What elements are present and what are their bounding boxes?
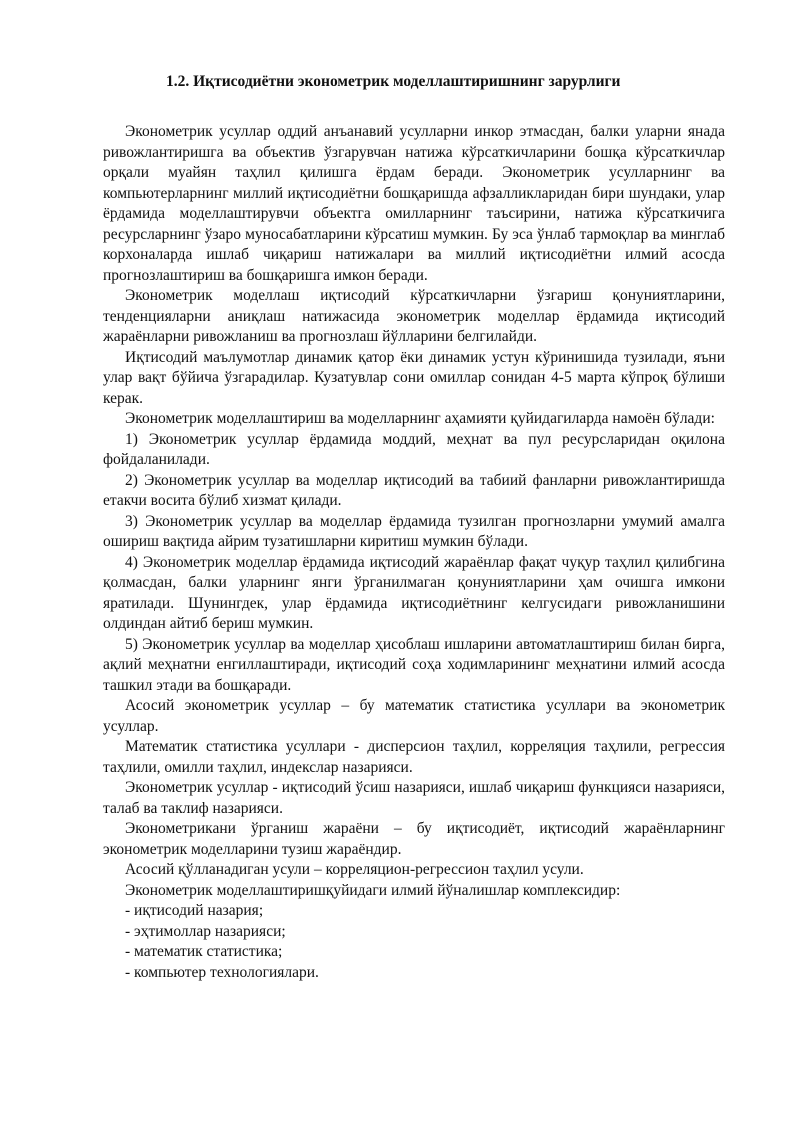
numbered-item-2: 2) Эконометрик усуллар ва моделлар иқтисодий ва табиий фанларни ривожлантиришда етакчи восита бўлиб хизмат қилади. [103,471,725,509]
list-item: - иқтисодий назария; [125,902,264,919]
paragraph-data: Иқтисодий маълумотлар динамик қатор ёки динамик устун кўринишида тузилади, яъни улар вақт бўйича ўзгарадилар. Кузатувлар сони омиллар сонидан 4-5 марта кўпроқ бўлиши керак. [103,348,725,407]
numbered-item-1: 1) Эконометрик усуллар ёрдамида моддий, меҳнат ва пул ресурсларидан оқилона фойдаланилади. [103,430,725,468]
numbered-item-5: 5) Эконометрик усуллар ва моделлар ҳисоблаш ишларини автоматлаштириш билан бирга, ақлий меҳнатни енгиллаштиради, иқтисодий соҳа ходимларининг меҳнатини илмий асосда ташкил этади ва бошқаради. [103,635,725,694]
list-item: - математик статистика; [125,943,283,960]
paragraph-study-process: Эконометрикани ўрганиш жараёни – бу иқтисодиёт, иқтисодий жараёнларнинг эконометрик моделларини тузиш жараёндир. [103,820,725,858]
list-item: - компьютер технологиялари. [125,963,319,981]
document-body [103,122,725,983]
paragraph-math-stat: Математик статистика усуллари - дисперсион таҳлил, корреляция таҳлили, регрессия таҳлили, омилли таҳлил, индекслар назарияси. [103,738,725,776]
numbered-item-3: 3) Эконометрик усуллар ва моделлар ёрдамида тузилган прогнозларни умумий амалга ошириш вақтида айрим тузатишларни киритиш мумкин бўлади. [103,512,725,550]
list-item: - эҳтимоллар назарияси; [125,922,286,940]
paragraph-main-method: Асосий қўлланадиган усули – корреляцион-регрессион таҳлил усули. [125,861,584,878]
paragraph-main-methods: Асосий эконометрик усуллар – бу математик статистика усуллари ва эконометрик усуллар. [103,697,725,735]
paragraph-econometric-methods: Эконометрик усуллар - иқтисодий ўсиш назарияси, ишлаб чиқариш функцияси назарияси, талаб ва таклиф назарияси. [103,779,725,817]
paragraph-complex: Эконометрик моделлаштиришқуйидаги илмий йўналишлар комплексидир: [125,881,621,899]
paragraph-importance: Эконометрик моделлаштириш ва моделларнинг аҳамияти қуйидагиларда намоён бўлади: [125,410,715,427]
paragraph-intro: Эконометрик усуллар оддий анъанавий усулларни инкор этмасдан, балки уларни янада ривожлантиришга ва объектив ўзгарувчан натижа кўрсаткичларини бошқа кўрсаткичлар орқали муайян таҳлил қилишга ёрдам беради. Эконометрик усулларнинг ва компьютерларнинг миллий иқтисодиётни бошқаришда афзалликларидан бири шундаки, улар ёрдамида моделлаштирувчи объектга омилларнинг таъсирини, натижа кўрсаткичига ресурсларнинг ўзаро муносабатларини кўрсатиш мумкин. Бу эса ўнлаб тармоқлар ва минглаб корхоналарда ишлаб чиқариш натижалари ва миллий иқтисодиётни илмий асосда прогнозлаштириш ва бошқаришга имкон беради. [103,123,725,284]
section-title: 1.2. Иқтисодиётни эконометрик моделлаштиришнинг зарурлиги [166,73,621,90]
numbered-item-4: 4) Эконометрик моделлар ёрдамида иқтисодий жараёнлар фақат чуқур таҳлил қилибгина қолмасдан, балки уларнинг янги ўрганилмаган қонуниятларини ҳам очишга имкони яратилади. Шунингдек, улар ёрдамида иқтисодиётнинг келгусидаги ривожланишини олдиндан айтиб бериш мумкин. [103,553,725,632]
paragraph-modeling: Эконометрик моделлаш иқтисодий кўрсаткичларни ўзгариш қонуниятларини, тенденцияларни аниқлаш натижасида эконометрик моделлар ёрдамида иқтисодий жараёнларни ривожланиш ва прогнозлаш йўлларини белгилайди. [103,287,725,345]
